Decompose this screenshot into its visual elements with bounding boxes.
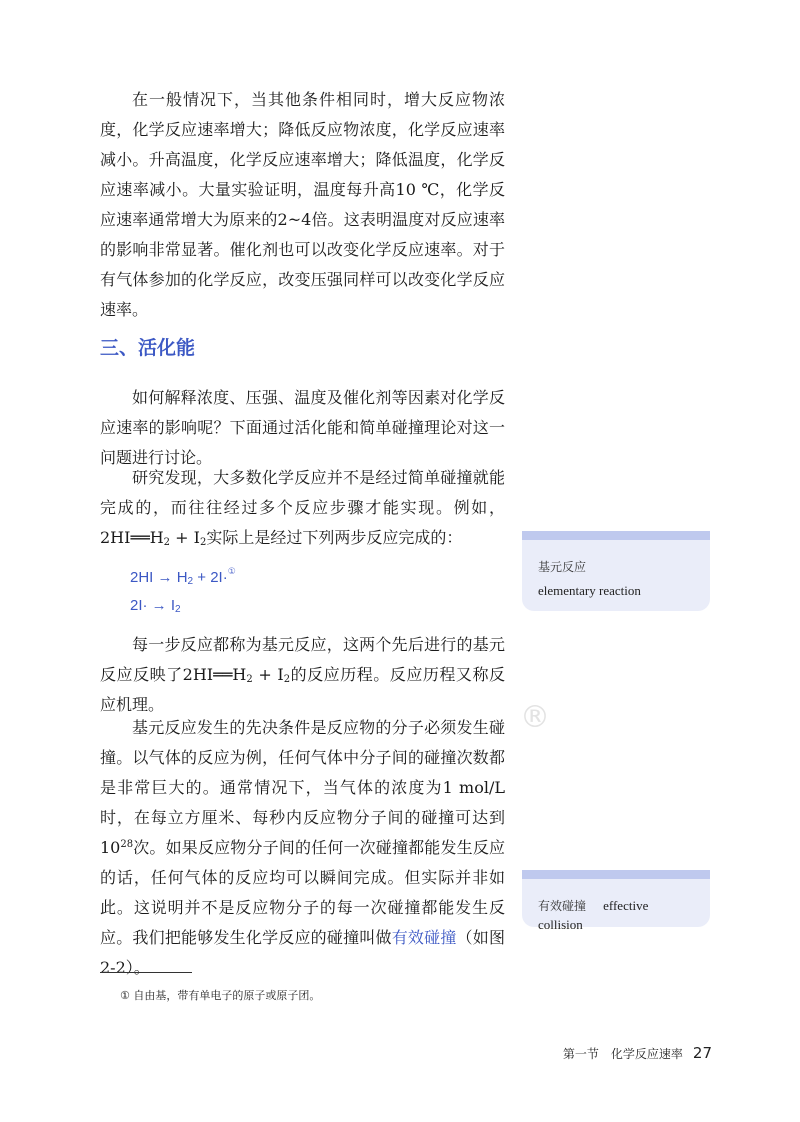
paragraph-question: 如何解释浓度、压强、温度及催化剂等因素对化学反应速率的影响呢？下面通过活化能和简单碰撞理论对这一问题进行讨论。	[100, 388, 505, 467]
overall-equation: $2HI══H_2 + I_2$	[100, 528, 207, 548]
registered-mark-watermark: ®	[520, 700, 550, 735]
glossary-elementary-reaction	[522, 531, 710, 611]
glossary-effective-collision	[522, 870, 710, 932]
paragraph-collision-theory: 基元反应发生的先决条件是反应物的分子必须发生碰撞。以气体的反应为例，任何气体中分子间的碰撞次数都是非常巨大的。通常情况下，当气体的浓度为1 mol/L时，在每立方厘米、每秒内反应物分子间的碰撞可达到$10^{28}$次。如果反应物分子间的任何一次碰撞都能发生反应的话，任何气体的反应均可以瞬间完成。但实际并非如此。这说明并不是反应物分子的每一次碰撞都能发生反应。我们把能够发生化学反应的碰撞叫做有效碰撞（如图2-2）。	[100, 718, 505, 977]
equation-step-1: $2HI \to H_2 + 2I\cdot^①$	[130, 566, 236, 587]
glossary-term-zh: 基元反应	[538, 560, 587, 574]
overall-equation-inline: $2HI══H_2 + I_2$	[182, 665, 291, 685]
paragraph-multistep: 研究发现，大多数化学反应并不是经过简单碰撞就能完成的，而往往经过多个反应步骤才能实现。例如，$2HI══H_2 + I_2$实际上是经过下列两步反应完成的：	[100, 468, 505, 548]
footnote: ① 自由基，带有单电子的原子或原子团。	[120, 989, 321, 1002]
section-heading: 三、活化能	[100, 337, 196, 359]
footer-section-title: 第一节 化学反应速率	[562, 1047, 683, 1061]
glossary-term-en: effective collision	[538, 898, 649, 932]
glossary-term-en: elementary reaction	[538, 583, 641, 598]
footnote-divider	[100, 972, 192, 973]
page-footer	[563, 1044, 712, 1062]
equation-step-2: $2I\cdot \to I_2$	[130, 597, 181, 615]
page-number: 27	[692, 1044, 712, 1062]
paragraph-rate-factors: 在一般情况下，当其他条件相同时，增大反应物浓度，化学反应速率增大；降低反应物浓度，化学反应速率减小。升高温度，化学反应速率增大；降低温度，化学反应速率减小。大量实验证明，温度每升高10 ℃，化学反应速率通常增大为原来的2~4倍。这表明温度对反应速率的影响非常显著。催化剂也可以改变化学反应速率。对于有气体参加的化学反应，改变压强同样可以改变化学反应速率。	[100, 90, 505, 319]
glossary-term-zh: 有效碰撞	[538, 899, 587, 913]
term-effective-collision: 有效碰撞	[391, 928, 457, 947]
footnote-marker[interactable]: ①	[227, 566, 236, 576]
paragraph-elementary-reaction: 每一步反应都称为基元反应，这两个先后进行的基元反应反映了$2HI══H_2 + I_2$的反应历程。反应历程又称反应机理。	[100, 635, 505, 714]
